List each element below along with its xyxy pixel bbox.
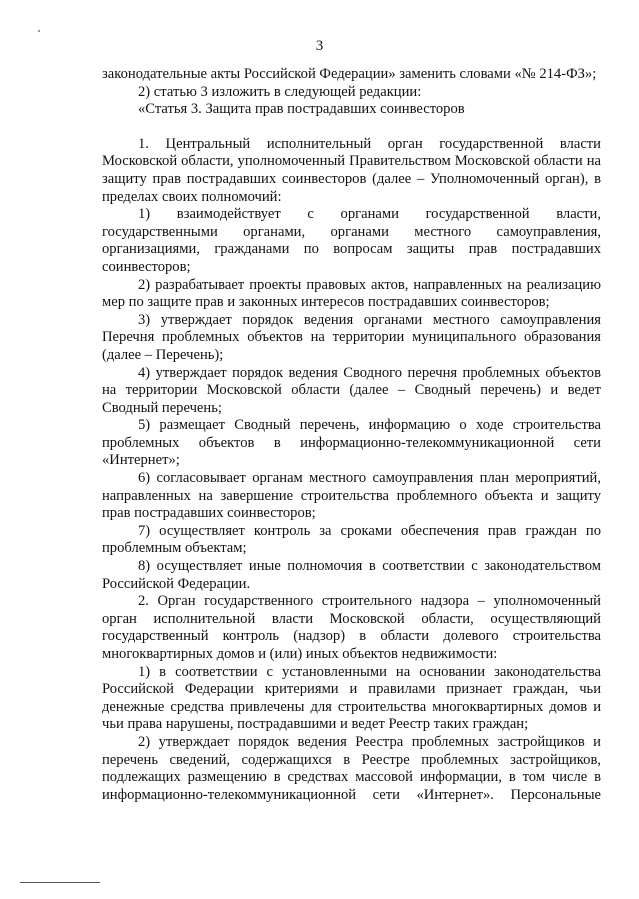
paragraph-5: 1) взаимодействует с органами государственной власти, государственными органами, органами местного самоуправления, организациями, гражданами по вопросам защиты прав пострадавших соинвесторов; <box>102 206 601 275</box>
paragraph-7: 3) утверждает порядок ведения органами местного самоуправления Перечня проблемных объектов на территории муниципального образования (далее – Перечень); <box>102 311 601 363</box>
paragraph-4: 1. Центральный исполнительный орган государственной власти Московской области, уполномоченный Правительством Московской области на защиту прав пострадавших соинвесторов (далее – Уполномоченный орган), в пределах своих полномочий: <box>102 135 601 205</box>
paragraph-10: 6) согласовывает органам местного самоуправления план мероприятий, направленных на завершение строительства проблемного объекта и защиту прав пострадавших соинвесторов; <box>102 470 601 522</box>
paragraph-6: 2) разрабатывает проекты правовых актов, направленных на реализацию мер по защите прав и законных интересов пострадавших соинвесторов; <box>102 276 601 311</box>
paragraph-0: законодательные акты Российской Федерации» заменить словами «№ 214-ФЗ»; <box>102 66 597 82</box>
paragraph-13: 2. Орган государственного строительного надзора – уполномоченный орган исполнительной власти Московской области, осуществляющий государственный контроль (надзор) в области долевого строительства многоквартирных домов и (или) иных объектов недвижимости: <box>102 593 601 662</box>
paragraph-12: 8) осуществляет иные полномочия в соответствии с законодательством Российской Федерации. <box>102 558 601 592</box>
paragraph-9: 5) размещает Сводный перечень, информацию о ходе строительства проблемных объектов в информационно-телекоммуникационной сети «Интернет»; <box>102 417 601 469</box>
document-body <box>102 66 601 804</box>
paragraph-gap <box>102 119 601 136</box>
paragraph-15: 2) утверждает порядок ведения Реестра проблемных застройщиков и перечень сведений, содержащихся в Реестре проблемных застройщиков, подлежащих размещению в средствах массовой информации, в том числе в информационно-телекоммуникационной сети «Интернет». Персональные <box>102 733 601 803</box>
footnote-divider <box>20 882 100 883</box>
article-heading: «Статья 3. Защита прав пострадавших соинвесторов <box>138 101 465 118</box>
scan-artifact <box>38 30 40 32</box>
paragraph-1: 2) статью 3 изложить в следующей редакции: <box>138 83 422 100</box>
paragraph-11: 7) осуществляет контроль за сроками обеспечения прав граждан по проблемным объектам; <box>102 522 601 557</box>
page-number: 3 <box>315 38 324 54</box>
paragraph-14: 1) в соответствии с установленными на основании законодательства Российской Федерации критериями и правилами признает граждан, чьи денежные средства привлечены для строительства многоквартирных домов и чьи права нарушены, пострадавшими и ведет Реестр таких граждан; <box>102 663 601 733</box>
paragraph-8: 4) утверждает порядок ведения Сводного перечня проблемных объектов на территории Московской области (далее – Сводный перечень) и ведет Сводный перечень; <box>102 364 601 416</box>
